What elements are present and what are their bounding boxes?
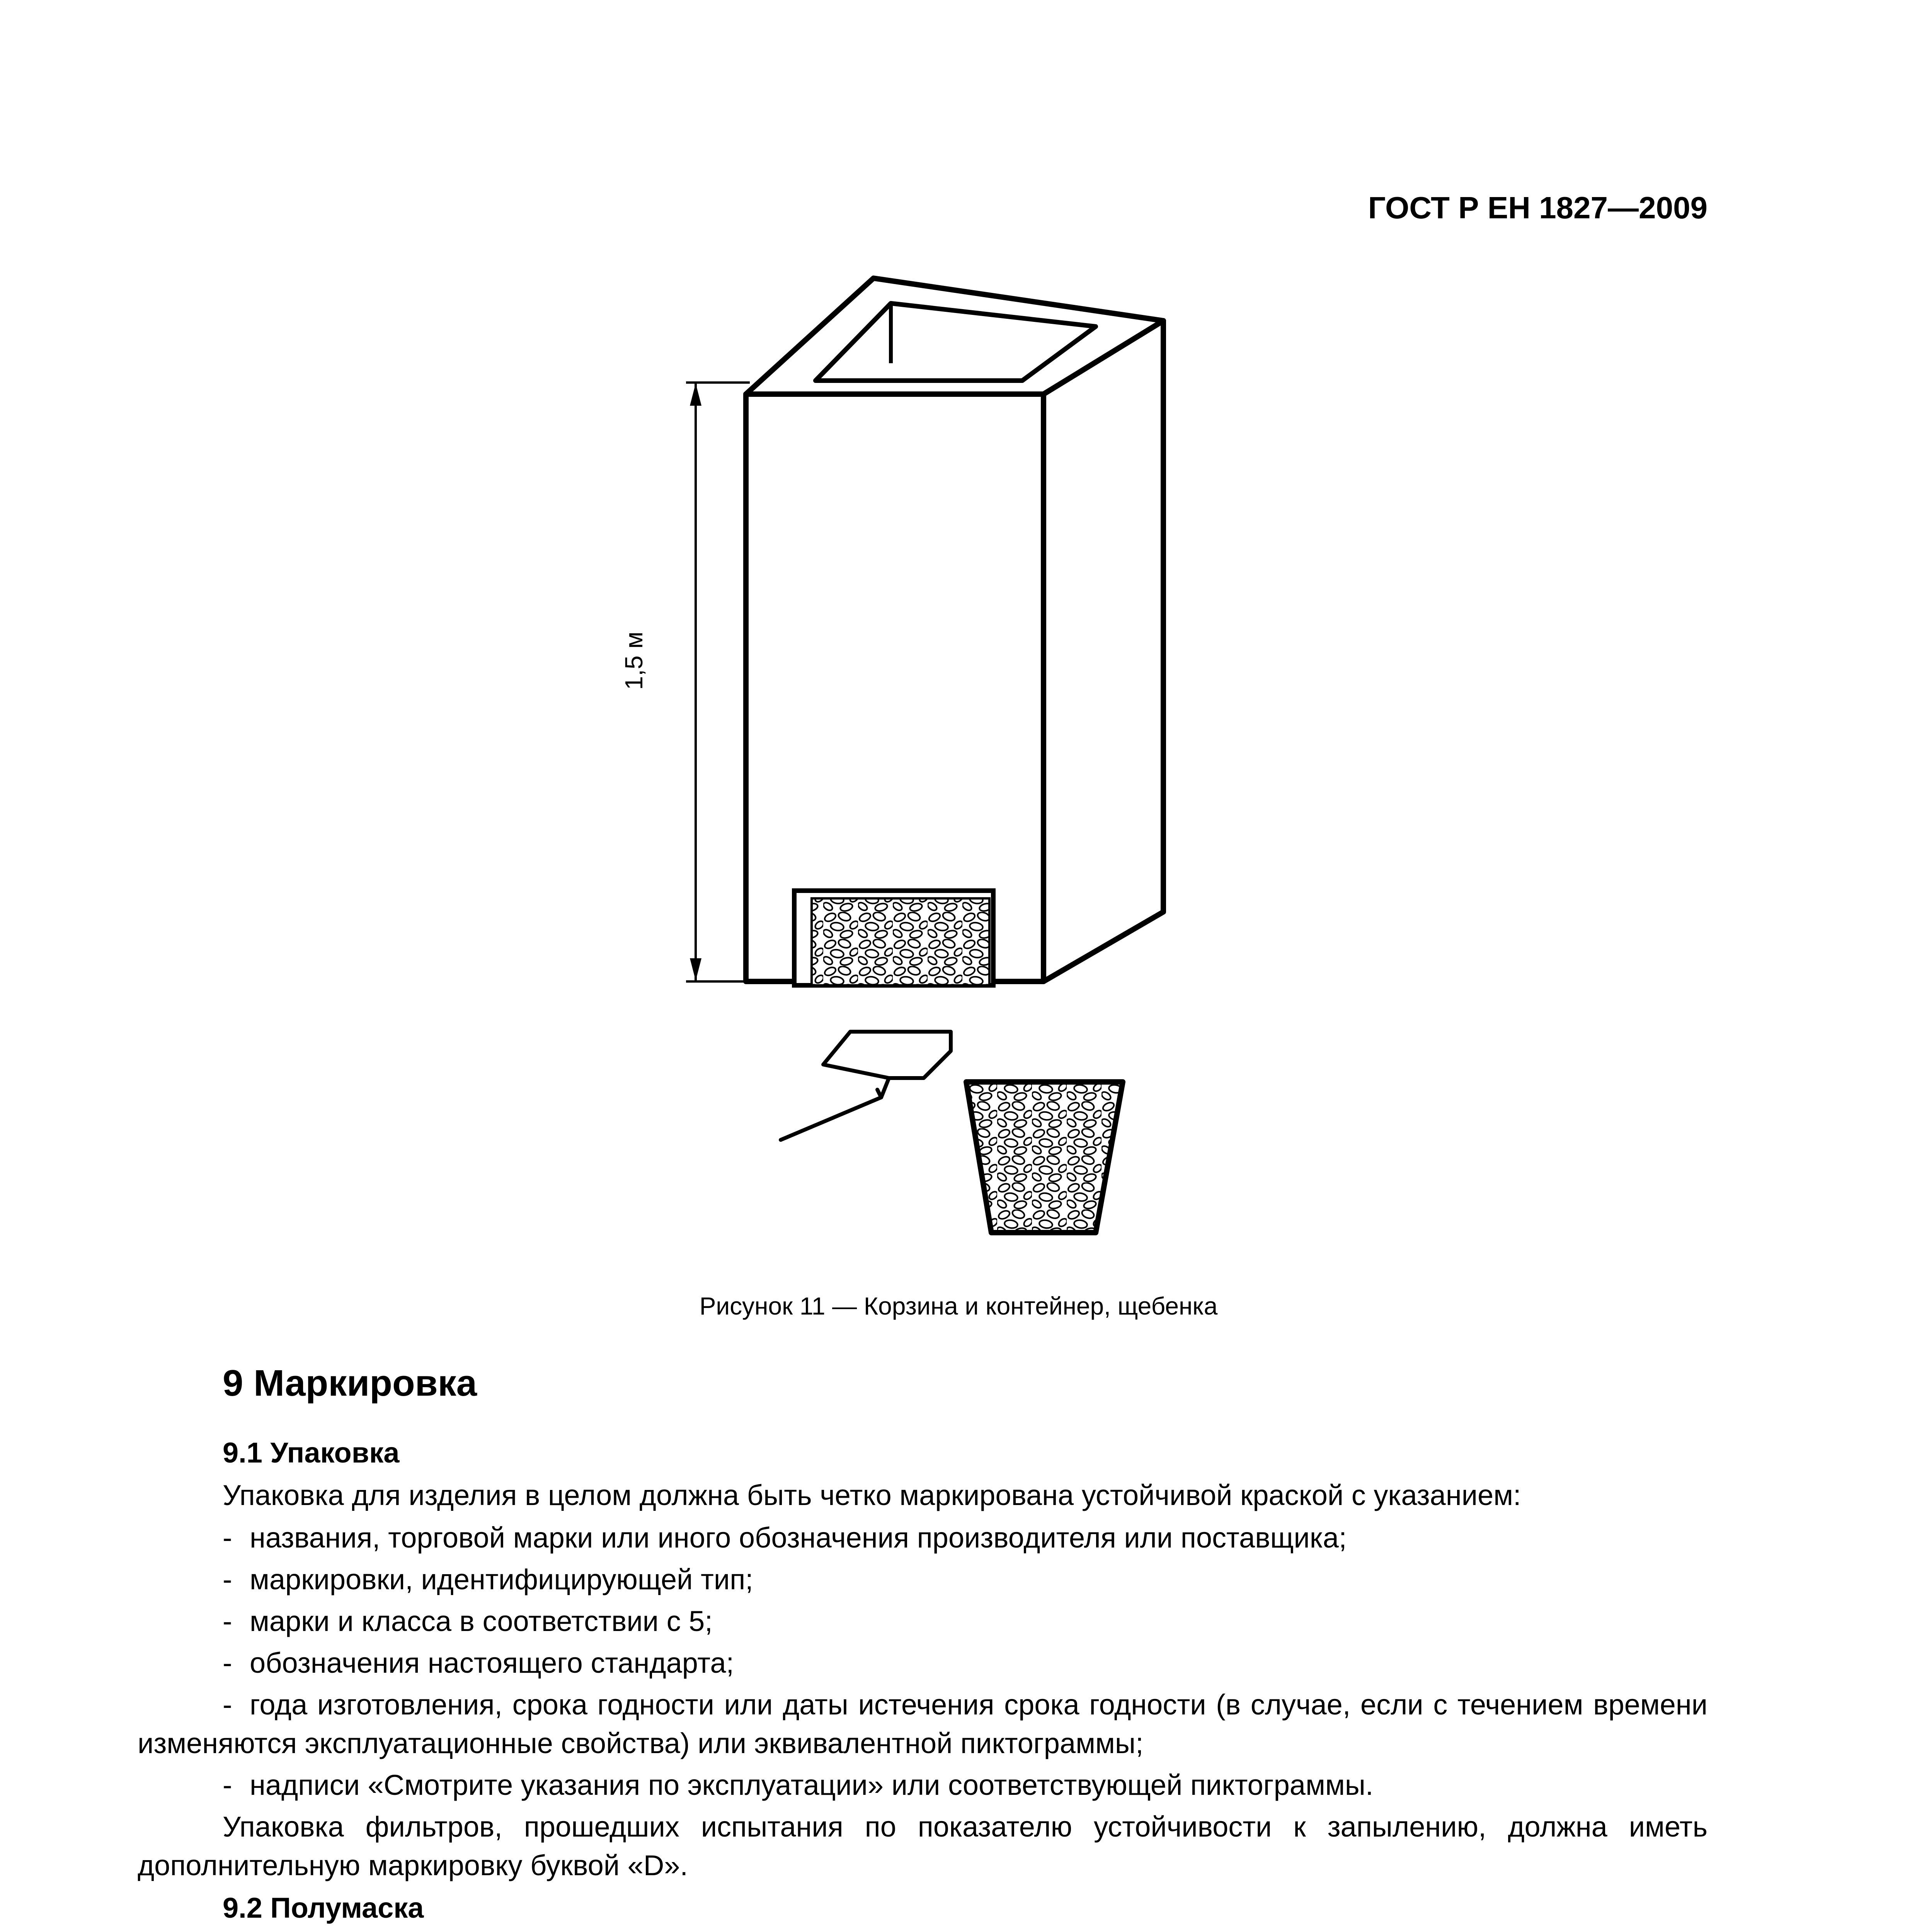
- subsection-title-packaging: 9.1 Упаковка: [223, 1437, 400, 1469]
- dimension-line: [686, 383, 750, 981]
- gravel-container: [966, 1082, 1123, 1233]
- scoop-handle: [781, 1032, 951, 1140]
- paragraph: Упаковка фильтров, прошедших испытания по показателю устойчивости к запылению, должна иметь дополнительную маркировку буквой «D».: [138, 1811, 1708, 1881]
- gravel-outlet: [794, 891, 993, 985]
- figure-caption: Рисунок 11 — Корзина и контейнер, щебенка: [699, 1292, 1218, 1320]
- list-item: - надписи «Смотрите указания по эксплуатации» или соответствующей пиктограммы.: [223, 1769, 1374, 1801]
- tower-body: [746, 278, 1163, 981]
- subsection-title-half-mask: 9.2 Полумаска: [223, 1892, 424, 1924]
- document-number-header: ГОСТ Р ЕН 1827—2009: [1368, 190, 1708, 225]
- section-title: 9 Маркировка: [223, 1362, 477, 1404]
- dimension-label: 1,5 м: [620, 631, 648, 690]
- figure-basket-container: [580, 263, 1217, 1267]
- list-item: - года изготовления, срока годности или даты истечения срока годности (в случае, если с течением времени изменяются эксплуатационные свойства) или эквивалентной пиктограммы;: [138, 1689, 1708, 1759]
- packaging-list: [138, 1519, 1708, 1804]
- list-item: - обозначения настоящего стандарта;: [223, 1647, 734, 1679]
- list-item: - названия, торговой марки или иного обозначения производителя или поставщика;: [223, 1522, 1347, 1554]
- list-item: - маркировки, идентифицирующей тип;: [223, 1563, 753, 1595]
- body-text: [138, 1360, 1708, 1932]
- list-item: - марки и класса в соответствии с 5;: [223, 1605, 713, 1637]
- paragraph: Упаковка для изделия в целом должна быть четко маркирована устойчивой краской с указанием:: [223, 1479, 1521, 1511]
